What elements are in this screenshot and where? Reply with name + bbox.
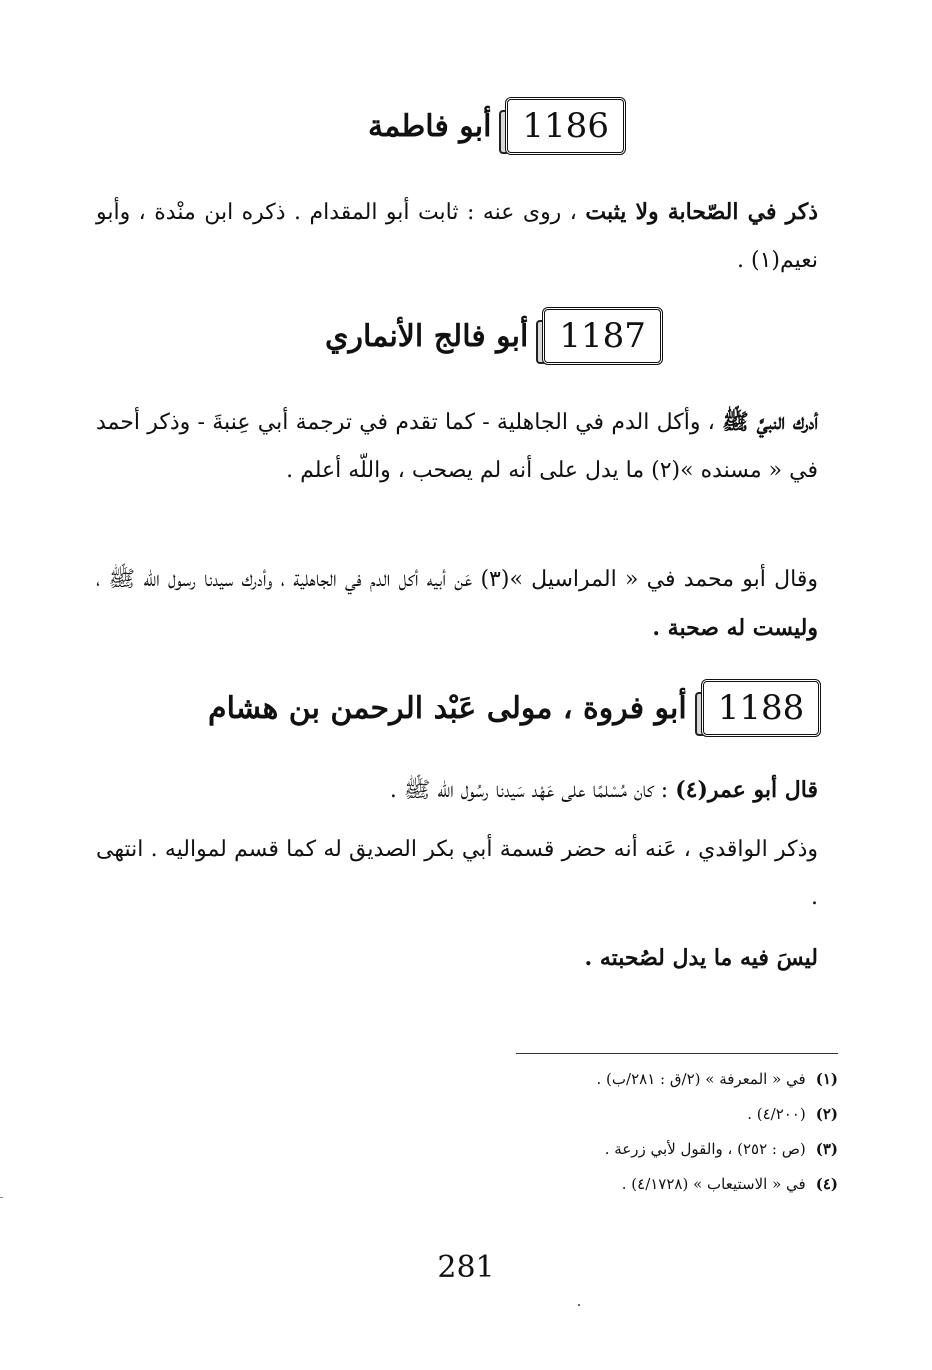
entry-number: 1187: [542, 307, 663, 365]
entry-number-box: [505, 104, 626, 148]
entry-paragraph: [96, 398, 818, 495]
scan-speck: [0, 1197, 3, 1198]
footnote-number: (٣): [815, 1140, 838, 1158]
entry-paragraph: [96, 556, 818, 653]
footnotes: [400, 1062, 838, 1202]
footnote-text: في « المعرفة » (٢/ق : ٢٨١/ب) .: [596, 1070, 806, 1088]
bold-text: وليست له صحبة .: [652, 615, 818, 641]
bold-text: أدرك النبيَّ ﷺ: [722, 409, 819, 435]
footnote: [400, 1062, 838, 1097]
entry-number: 1188: [701, 679, 822, 737]
entry-paragraph: [96, 934, 818, 983]
entry-heading: [368, 104, 626, 148]
entry-number-box: [542, 314, 663, 358]
body-text: ، وأكل الدم في الجاهلية - كما تقدم في ترجمة أبي عِنبةَ - وذكر أحمد في « مسنده »(٢) ما يدل على أنه لم يصحب ، واللّه أعلم .: [96, 410, 818, 483]
footnote: [400, 1167, 838, 1202]
footnote-text: (ص : ٢٥٢) ، والقول لأبي زرعة .: [604, 1140, 806, 1158]
entry-number: 1186: [505, 97, 626, 155]
footnote-number: (٤): [815, 1175, 838, 1193]
footnote-text: في « الاستيعاب » (٤/١٧٢٨) .: [621, 1175, 806, 1193]
entry-paragraph: [96, 188, 818, 285]
footnote-text: (٤/٢٠٠) .: [747, 1105, 806, 1123]
page-number: 281: [437, 1250, 495, 1285]
entry-heading: [208, 686, 821, 730]
entry-name: أبو فالج الأنماري: [325, 318, 529, 354]
entry-paragraph: [96, 826, 818, 922]
footnote: [400, 1132, 838, 1167]
entry-paragraph: [96, 766, 818, 815]
bold-text: ليسَ فيه ما يدل لصُحبته .: [584, 945, 818, 971]
body-text: وذكر الواقدي ، عَنه أنه حضر قسمة أبي بكر الصديق له كما قسم لمواليه . انتهى .: [96, 837, 818, 910]
footnote-number: (٢): [815, 1105, 838, 1123]
bold-text: قال أبو عمر(٤): [675, 777, 818, 803]
scan-speck: [578, 1304, 580, 1306]
body-text: ، روى عنه : ثابت أبو المقدام . ذكره ابن منْدة ، وأبو نعيم(١) .: [96, 200, 818, 273]
footnote-number: (١): [815, 1070, 838, 1088]
body-text: وقال أبو محمد في « المراسيل »(٣) عَن أبيه أكل الدم في الجاهلية ، وأدرك سيدنا رسول اللّه ﷺ ،: [96, 567, 818, 592]
entry-name: أبو فاطمة: [368, 108, 492, 144]
footnote-separator: [516, 1053, 838, 1054]
footnote: [400, 1097, 838, 1132]
entry-heading: [325, 314, 663, 358]
bold-text: ذكر في الصّحابة ولا يثبت: [585, 199, 818, 225]
body-text: : كان مُسْلمًا على عَهْد سَيدنا رسُول اللّه ﷺ .: [389, 778, 669, 803]
entry-name: أبو فروة ، مولى عَبْد الرحمن بن هشام: [208, 690, 687, 726]
entry-number-box: [701, 686, 822, 730]
